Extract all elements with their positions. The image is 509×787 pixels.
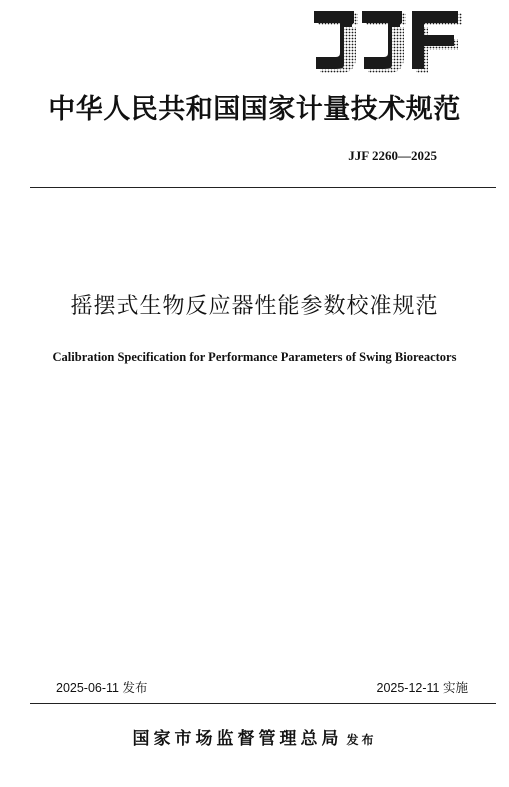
document-title-en: Calibration Specification for Performance Parameters of Swing Bioreactors <box>52 350 457 364</box>
document-number: JJF 2260—2025 <box>348 148 437 163</box>
issuing-authority <box>0 727 509 752</box>
logo-letter-j1 <box>314 11 358 73</box>
issuer-name: 国家市场监督管理总局 <box>132 729 343 749</box>
logo-letter-f <box>412 11 462 73</box>
jjf-logo <box>306 7 466 73</box>
top-divider <box>30 187 496 188</box>
logo-letter-j2 <box>362 11 406 73</box>
issue-date: 2025-06-11 发布 <box>56 681 148 695</box>
bottom-divider <box>30 703 496 704</box>
national-standard-title: 中华人民共和国国家计量技术规范 <box>48 94 461 125</box>
implementation-date: 2025-12-11 实施 <box>376 681 468 695</box>
document-title-cn: 摇摆式生物反应器性能参数校准规范 <box>70 294 439 319</box>
publish-label: 发布 <box>346 733 377 747</box>
